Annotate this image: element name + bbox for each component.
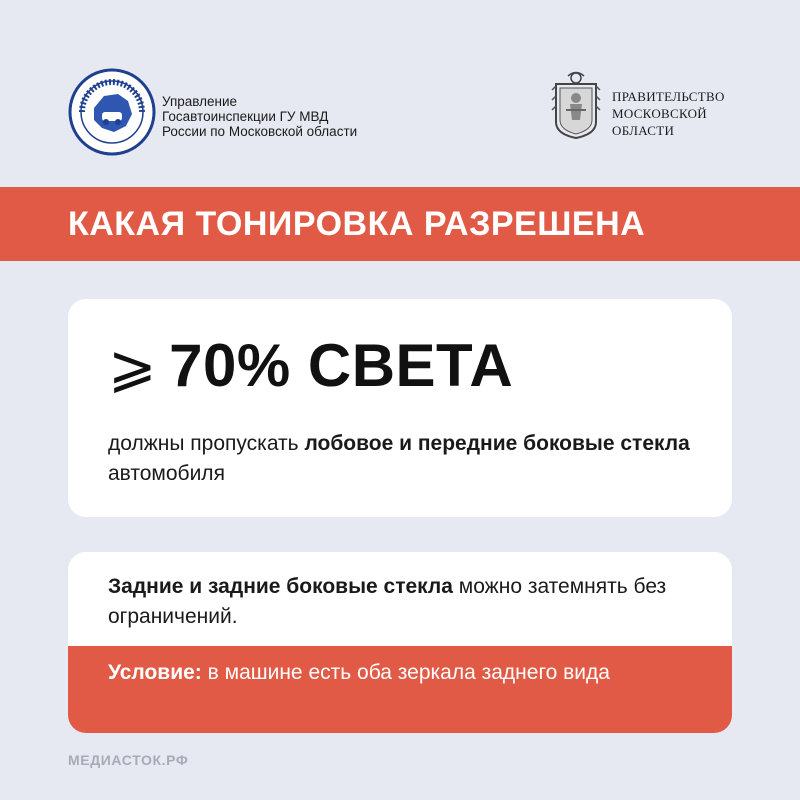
condition-band [68, 646, 732, 733]
header [0, 0, 800, 185]
condition-label: Условие: [108, 661, 202, 684]
government-title [612, 88, 725, 139]
headline [108, 333, 513, 400]
greater-or-equal-symbol: ⩾ [108, 334, 158, 399]
gibdd-title [162, 94, 357, 139]
page-title: КАКАЯ ТОНИРОВКА РАЗРЕШЕНА [68, 205, 646, 243]
gibdd-line-1: Управление [162, 94, 238, 109]
moscow-region-coat-of-arms-icon [548, 70, 604, 140]
rear-windows-card [68, 552, 732, 733]
condition-description: в машине есть оба зеркала заднего вида [201, 661, 610, 684]
description-text-bold: лобовое и передние боковые стекла [304, 432, 690, 455]
government-line-1: ПРАВИТЕЛЬСТВО [612, 89, 725, 104]
government-line-3: ОБЛАСТИ [612, 123, 675, 138]
headline-value: 70% СВЕТА [169, 332, 514, 399]
light-transmission-card [68, 299, 732, 517]
description-text-before: должны пропускать [108, 432, 305, 455]
rear-windows-text-after: можно затемнять без ограничений. [108, 575, 667, 628]
rear-windows-description [108, 572, 708, 632]
title-band [0, 187, 800, 261]
light-transmission-description [108, 429, 708, 489]
footer-brand: МЕДИАСТОК.РФ [68, 752, 189, 768]
gibdd-line-3: России по Московской области [162, 124, 358, 139]
description-text-after: автомобиля [108, 462, 225, 485]
government-line-2: МОСКОВСКОЙ [612, 106, 707, 121]
gibdd-line-2: Госавтоинспекции ГУ МВД [162, 109, 329, 124]
condition-text [108, 658, 668, 688]
gibdd-emblem-icon [68, 68, 156, 156]
rear-windows-text-bold: Задние и задние боковые стекла [108, 575, 453, 598]
